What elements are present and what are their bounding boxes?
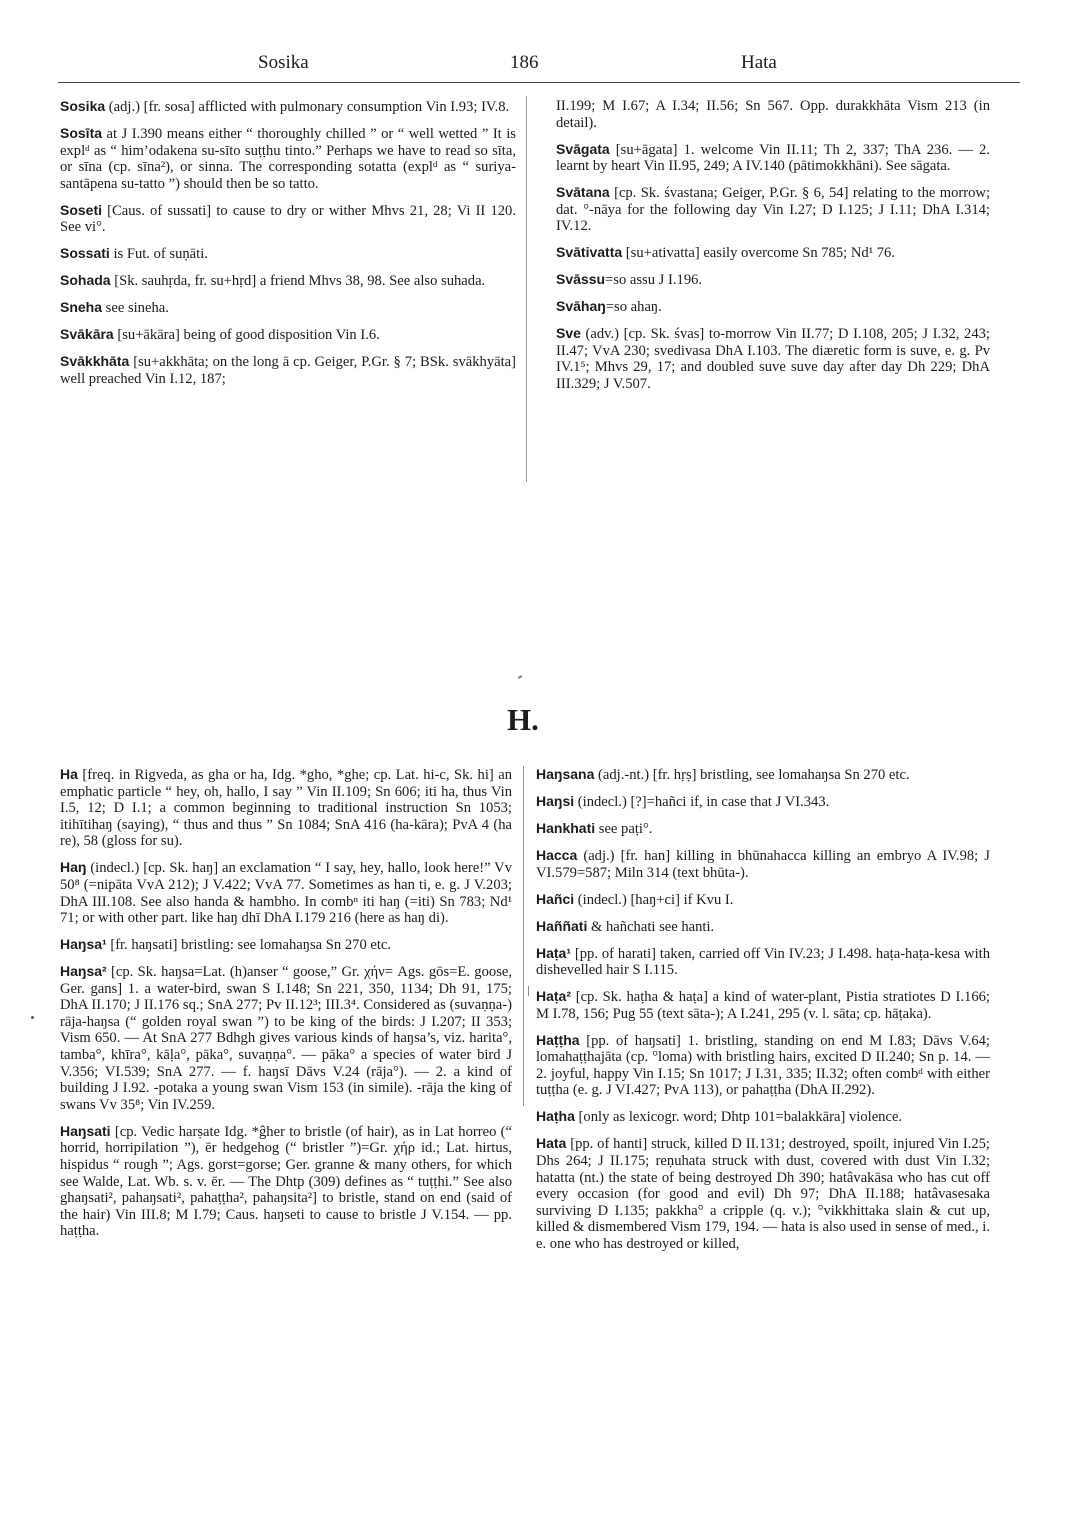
dictionary-entry bbox=[60, 299, 516, 317]
entry-headword: Haññati bbox=[536, 917, 588, 934]
dictionary-entry bbox=[60, 766, 512, 850]
column-top-left bbox=[60, 98, 516, 397]
dictionary-entry bbox=[536, 1108, 990, 1126]
margin-tick bbox=[528, 986, 529, 996]
entry-headword: Hañci bbox=[536, 890, 575, 907]
entry-definition: [cp. Sk. haŋsa=Lat. (h)anser “ goose,” Gr. χήν= Ags. gōs=E. goose, Ger. gans] 1. a water-bird, swan S I.148; Sn 221, 350, 1134; Dh 91, 175; DhA II.170; J II.176 sq.; SnA 277; Pv II.12³; III.3⁴. Considered as (suvaṇṇa-) rāja-haŋsa (“ golden royal swan ”) to be king of the birds: J I.207; II 353; Vism 650. — At SnA 277 Bdhgh gives various kinds of haŋsa’s, viz. harita°, tamba°, khīra°, kāḷa°, pāka°, suvaṇṇa°. — pāka° a species of water bird J V.356; VI.539; SnA 277. — f. haŋsī Dāvs V.24 (rāja°). — 2. a kind of building J I.92. -potaka a young swan Vism 153 (in simile). -rāja the king of swans Vv 35⁸; Vin IV.259. bbox=[60, 964, 512, 1113]
entry-headword: Sosika bbox=[60, 98, 106, 114]
page-number: 186 bbox=[510, 52, 539, 73]
entry-definition: II.199; M I.67; A I.34; II.56; Sn 567. Opp. durakkhāta Vism 213 (in detail). bbox=[556, 98, 990, 131]
entry-definition: (adj.-nt.) [fr. hṛṣ] bristling, see lomahaŋsa Sn 270 etc. bbox=[594, 767, 910, 783]
entry-definition: [cp. Vedic harṣate Idg. *ĝher to bristle (of hair), as in Lat horreo (“ horrid, horripilation ”), ēr hedgehog (“ bristler ”)=Gr. χήρ id.; Lat. hirtus, hispidus “ rough ”; Ags. gorst=gorse; Ger. granne & many others, for which see Walde, Lat. Wb. s. v. ēr. — The Dhtp (309) defines as “ tuṭṭhi.” See also ghaŋsati², pahaŋsati², pahaṭṭha², pahaŋsita²] to bristle, stand on end (said of the hair) Vin III.8; M I.79; Caus. haŋseti to cause to bristle J V.154. — pp. haṭṭha. bbox=[60, 1123, 512, 1240]
dictionary-entry bbox=[60, 326, 516, 344]
header-right-catchword: Hata bbox=[741, 52, 777, 73]
dictionary-entry bbox=[60, 98, 516, 116]
page-header bbox=[58, 52, 1020, 83]
entry-headword: Haṭṭha bbox=[536, 1031, 580, 1048]
entry-headword: Haṭa¹ bbox=[536, 944, 572, 961]
entry-definition: (adj.) [fr. sosa] afflicted with pulmonary consumption Vin I.93; IV.8. bbox=[105, 99, 510, 115]
dictionary-entry bbox=[556, 98, 990, 131]
column-bottom-left bbox=[60, 766, 512, 1249]
dictionary-entry bbox=[556, 244, 990, 262]
dictionary-entry bbox=[60, 859, 512, 926]
dictionary-entry bbox=[536, 847, 990, 881]
entry-headword: Soseti bbox=[60, 201, 103, 218]
entry-definition: [fr. haŋsati] bristling: see lomahaŋsa Sn 270 etc. bbox=[106, 937, 392, 954]
entry-headword: Haŋsa² bbox=[60, 963, 107, 980]
dictionary-entry bbox=[536, 988, 990, 1022]
entry-definition: [pp. of harati] taken, carried off Vin IV.23; J I.498. haṭa-haṭa-kesa with dishevelled hair S I.115. bbox=[536, 945, 990, 979]
entry-definition: [pp. of hanti] struck, killed D II.131; destroyed, spoilt, injured Vin I.25; Dhs 264; J II.175; reṇuhata struck with dust, covered with dust Vin I.32; hatatta (nt.) the state of being destroyed Dh 390; hatâvakāsa who has cut off every occasion (for good and evil) Dh 97; DhA II.188; hatâvasesaka surviving D I.135; pakkha° a cripple (q. v.); °vikkhittaka slain & cut up, killed & dismembered Vism 179, 194. — hata is also used in sense of med., i. e. one who has destroyed or killed, bbox=[536, 1136, 990, 1252]
entry-definition: [su+akkhāta; on the long ā cp. Geiger, P.Gr. § 7; BSk. svākhyāta] well preached Vin I.12, 187; bbox=[60, 354, 516, 387]
column-bottom-right bbox=[536, 766, 990, 1262]
dictionary-entry bbox=[60, 353, 516, 387]
entry-headword: Sosīta bbox=[60, 124, 103, 141]
dictionary-entry bbox=[556, 141, 990, 175]
column-top-right bbox=[556, 98, 990, 402]
dictionary-entry bbox=[536, 945, 990, 979]
dictionary-entry bbox=[536, 918, 990, 936]
entry-headword: Haŋsi bbox=[536, 792, 575, 809]
entry-definition: at J I.390 means either “ thoroughly chilled ” or “ well wetted ” It is explᵈ as “ him’odakena su-sīto suṭṭhu tinto.” Perhaps we have to read so sīta, or sīna (cp. sīna²), or sinna. The corresponding sotatta (explᵈ as “ suriya-santāpena su-tatto ”) should then be so tatto. bbox=[60, 125, 516, 192]
dictionary-entry bbox=[556, 298, 990, 316]
entry-headword: Ha bbox=[60, 766, 78, 782]
dictionary-entry bbox=[536, 891, 990, 909]
entry-headword: Haŋsati bbox=[60, 1122, 111, 1139]
entry-definition: (adv.) [cp. Sk. śvas] to-morrow Vin II.77; D I.108, 205; J I.32, 243; II.47; VvA 230; svedivasa DhA I.103. The diæretic form is suve, e. g. Pv IV.1⁵; Mhvs 29, 17; and doubled suve suve day after day Dh 229; DhA III.329; J V.507. bbox=[556, 326, 990, 393]
entry-headword: Svākāra bbox=[60, 326, 114, 343]
dictionary-entry bbox=[536, 1032, 990, 1099]
dictionary-entry bbox=[556, 271, 990, 289]
entry-headword: Haŋ bbox=[60, 859, 87, 876]
dictionary-entry bbox=[556, 184, 990, 235]
entry-headword: Haŋsa¹ bbox=[60, 936, 107, 953]
column-divider-bottom bbox=[523, 766, 524, 1106]
entry-headword: Hacca bbox=[536, 846, 578, 863]
dictionary-entry bbox=[536, 793, 990, 811]
dictionary-entry bbox=[60, 272, 516, 290]
entry-headword: Svākkhāta bbox=[60, 353, 130, 370]
entry-definition: (adj.) [fr. han] killing in bhūnahacca killing an embryo A IV.98; J VI.579=587; Miln 314 (text bhūta-). bbox=[536, 847, 990, 881]
entry-definition: [Caus. of sussati] to cause to dry or wither Mhvs 21, 28; Vi II 120. See vi°. bbox=[60, 202, 516, 236]
entry-headword: Haṭha bbox=[536, 1108, 575, 1125]
entry-definition: [only as lexicogr. word; Dhtp 101=balakkāra] violence. bbox=[574, 1109, 903, 1126]
entry-headword: Svāgata bbox=[556, 140, 610, 157]
entry-definition: see paṭi°. bbox=[595, 820, 653, 837]
dictionary-entry bbox=[60, 245, 516, 263]
entry-definition: see sineha. bbox=[102, 300, 169, 317]
entry-headword: Hata bbox=[536, 1135, 567, 1152]
dictionary-entry bbox=[536, 1135, 990, 1252]
entry-headword: Haŋsana bbox=[536, 766, 595, 782]
entry-definition: (indecl.) [?]=hañci if, in case that J VI.343. bbox=[574, 793, 830, 810]
entry-definition: [freq. in Rigveda, as gha or ha, Idg. *gho, *ghe; cp. Lat. hi-c, Sk. hi] an emphatic particle “ hey, oh, hallo, I say ” Vin II.109; Sn 606; iti ha, thus Vin I.5, 12; D I.1; a common beginning to traditional instruction Sn 1053; itihītihaŋ (saying), “ thus and thus ” Sn 1084; SnA 416 (ha-kāra); PvA 4 (ha re), 58 (gloss for su). bbox=[60, 767, 512, 850]
header-left-catchword: Sosika bbox=[258, 52, 309, 73]
entry-headword: Svāssu bbox=[556, 271, 606, 288]
dictionary-entry bbox=[536, 766, 990, 784]
entry-headword: Hankhati bbox=[536, 819, 596, 836]
dictionary-entry bbox=[60, 125, 516, 192]
entry-definition: (indecl.) [haŋ+ci] if Kvu I. bbox=[574, 891, 734, 908]
dictionary-entry bbox=[556, 325, 990, 392]
entry-definition: =so ahaŋ. bbox=[605, 299, 662, 316]
entry-definition: [cp. Sk. haṭha & haṭa] a kind of water-plant, Pistia stratiotes D I.166; M I.78, 156; Pug 55 (text sāta-); A I.241, 295 (v. l. sāta; cp. hāṭaka). bbox=[536, 989, 990, 1022]
entry-headword: Sossati bbox=[60, 245, 110, 262]
entry-definition: =so assu J I.196. bbox=[605, 272, 703, 289]
entry-headword: Sohada bbox=[60, 272, 111, 289]
entry-definition: [su+ākāra] being of good disposition Vin I.6. bbox=[113, 327, 380, 344]
dictionary-entry bbox=[60, 963, 512, 1113]
entry-headword: Svātana bbox=[556, 184, 610, 201]
stray-mark bbox=[518, 675, 522, 679]
entry-headword: Haṭa² bbox=[536, 988, 572, 1005]
entry-headword: Svātivatta bbox=[556, 244, 623, 261]
dictionary-entry bbox=[60, 202, 516, 236]
margin-dot bbox=[31, 1016, 34, 1019]
column-divider-top bbox=[526, 96, 527, 482]
entry-definition: [pp. of haŋsati] 1. bristling, standing on end M I.83; Dāvs V.64; lomahaṭṭhajāta (cp. °loma) with bristling hairs, excited D II.240; Sn p. 14. — 2. joyful, happy Vin I.15; Sn 1017; J I.31, 335; II.32; often combᵈ with either tuṭṭha (e. g. J VI.427; PvA 113), or pahaṭṭha (DhA II.292). bbox=[536, 1032, 990, 1099]
dictionary-entry bbox=[60, 1123, 512, 1240]
entry-headword: Svāhaŋ bbox=[556, 298, 606, 315]
entry-definition: [Sk. sauhṛda, fr. su+hṛd] a friend Mhvs 38, 98. See also suhada. bbox=[110, 273, 486, 290]
entry-definition: is Fut. of suṇāti. bbox=[109, 246, 208, 263]
entry-definition: [cp. Sk. śvastana; Geiger, P.Gr. § 6, 54] relating to the morrow; dat. °-nāya for the following day Vin I.27; D I.125; J I.11; DhA I.314; IV.12. bbox=[556, 185, 990, 235]
section-letter: H. bbox=[507, 702, 539, 737]
dictionary-entry bbox=[60, 936, 512, 954]
entry-definition: [su+ativatta] easily overcome Sn 785; Nd¹ 76. bbox=[622, 245, 895, 262]
entry-definition: [su+āgata] 1. welcome Vin II.11; Th 2, 337; ThA 236. — 2. learnt by heart Vin II.95, 249; A IV.140 (pātimokkhāni). See sāgata. bbox=[556, 141, 990, 175]
entry-headword: Sneha bbox=[60, 299, 103, 316]
dictionary-entry bbox=[536, 820, 990, 838]
entry-definition: & hañchati see hanti. bbox=[587, 918, 715, 935]
entry-headword: Sve bbox=[556, 325, 581, 342]
entry-definition: (indecl.) [cp. Sk. haŋ] an exclamation “ I say, hey, hallo, look here!” Vv 50⁸ (=nipāta VvA 212); J V.422; VvA 77. Sometimes as han ti, e. g. J V.203; DhA III.108. See also handa & hambho. In combⁿ iti haŋ (=iti) Sn 783; Nd¹ 71; or with other part. like haŋ dhī DhA I.179 216 (here as haŋ di). bbox=[60, 860, 512, 927]
